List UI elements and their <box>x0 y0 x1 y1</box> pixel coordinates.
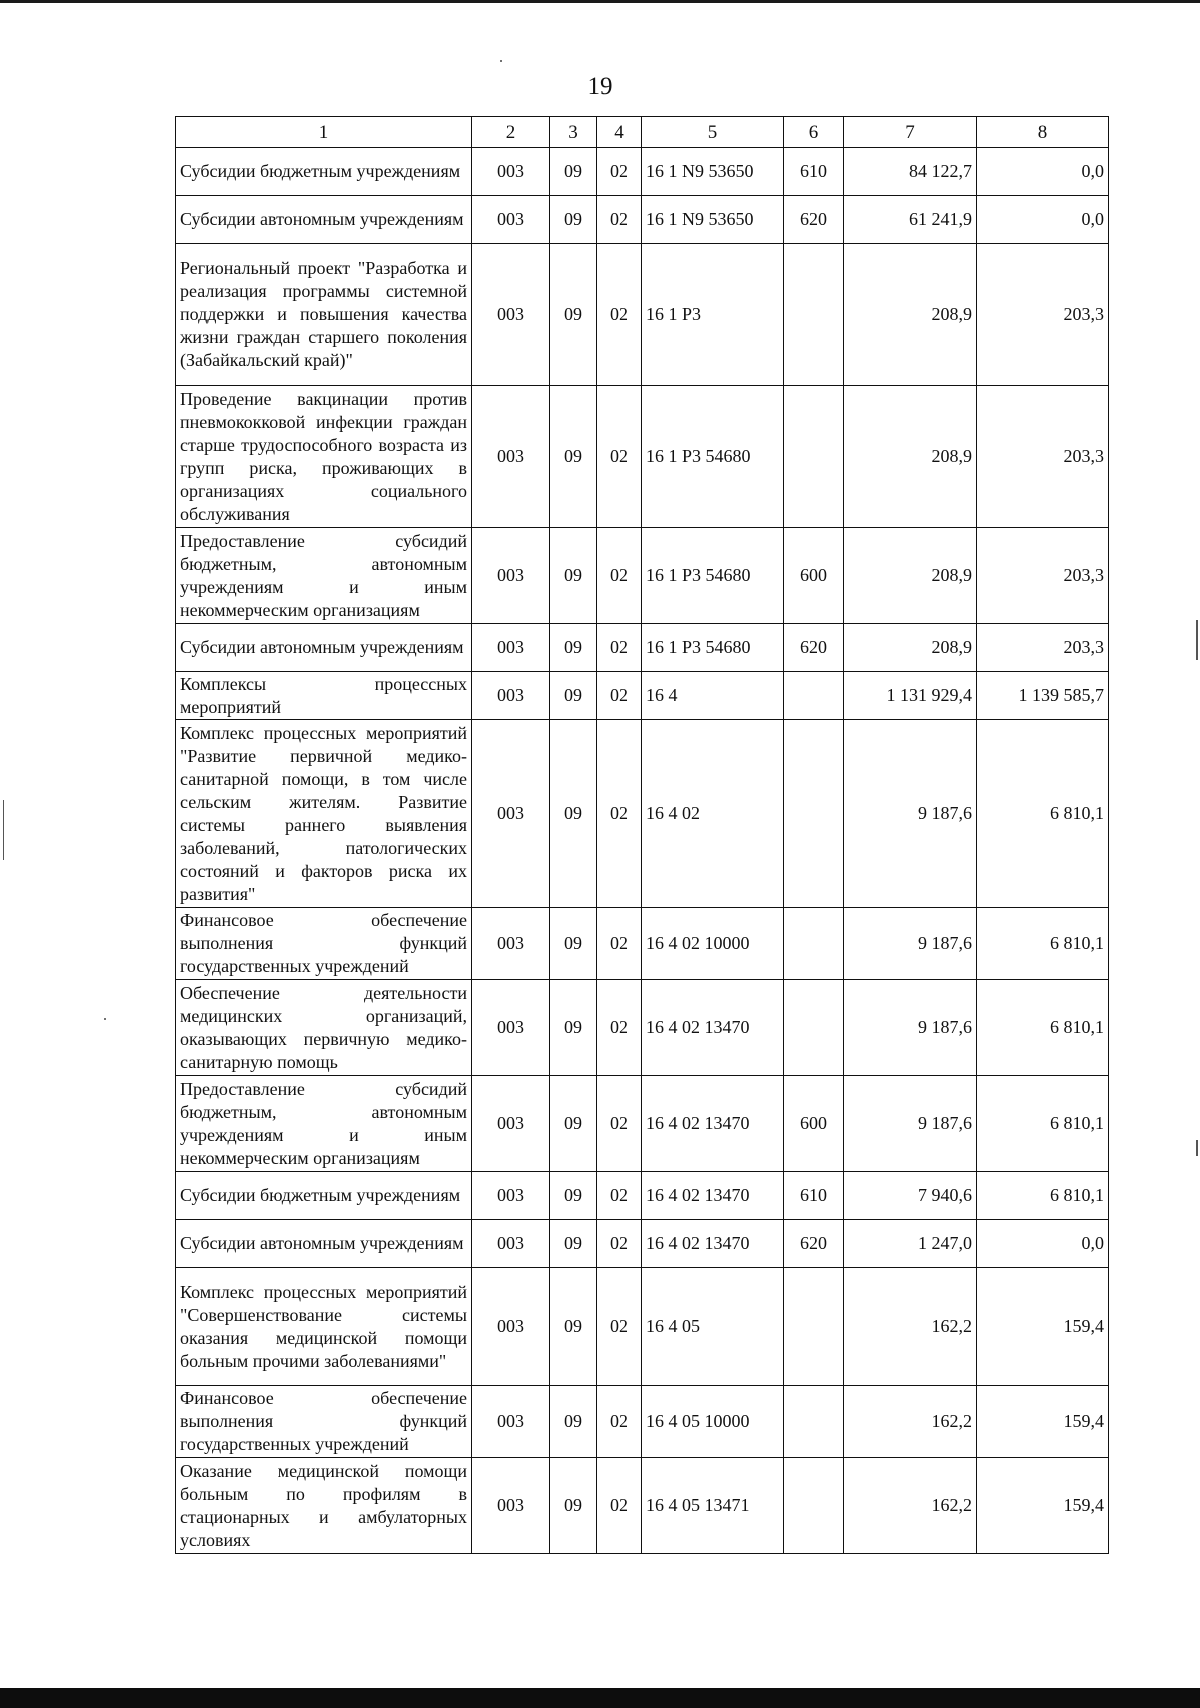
amount-col7: 9 187,6 <box>844 980 977 1076</box>
section-code: 09 <box>550 1458 597 1554</box>
section-code: 09 <box>550 1076 597 1172</box>
ministry-code: 003 <box>472 672 550 720</box>
subsection-code: 02 <box>597 980 642 1076</box>
amount-col8: 0,0 <box>977 196 1109 244</box>
section-code: 09 <box>550 528 597 624</box>
target-article-code: 16 4 05 10000 <box>642 1386 784 1458</box>
ministry-code: 003 <box>472 1386 550 1458</box>
table-row <box>176 528 1109 624</box>
expense-type-code <box>784 1458 844 1554</box>
expense-type-code <box>784 672 844 720</box>
amount-col7: 208,9 <box>844 528 977 624</box>
column-header: 6 <box>784 117 844 148</box>
scan-margin-mark <box>1196 620 1198 660</box>
amount-col7: 9 187,6 <box>844 720 977 908</box>
amount-col8: 6 810,1 <box>977 1076 1109 1172</box>
target-article-code: 16 1 P3 54680 <box>642 528 784 624</box>
row-description: Предоставление субсидий бюджетным, автономным учреждениям и иным некоммерческим организациям <box>176 528 472 624</box>
subsection-code: 02 <box>597 1220 642 1268</box>
amount-col7: 9 187,6 <box>844 908 977 980</box>
target-article-code: 16 4 05 <box>642 1268 784 1386</box>
scan-speck <box>500 60 502 62</box>
amount-col8: 203,3 <box>977 528 1109 624</box>
ministry-code: 003 <box>472 1076 550 1172</box>
subsection-code: 02 <box>597 1386 642 1458</box>
row-description: Финансовое обеспечение выполнения функций государственных учреждений <box>176 908 472 980</box>
table-row <box>176 908 1109 980</box>
amount-col8: 203,3 <box>977 624 1109 672</box>
table-row <box>176 244 1109 386</box>
subsection-code: 02 <box>597 672 642 720</box>
target-article-code: 16 4 02 13470 <box>642 1220 784 1268</box>
section-code: 09 <box>550 672 597 720</box>
row-description: Региональный проект "Разработка и реализация программы системной поддержки и повышения качества жизни граждан старшего поколения (Забайкальский край)" <box>176 244 472 386</box>
section-code: 09 <box>550 624 597 672</box>
amount-col7: 1 247,0 <box>844 1220 977 1268</box>
column-header: 2 <box>472 117 550 148</box>
section-code: 09 <box>550 980 597 1076</box>
row-description: Обеспечение деятельности медицинских организаций, оказывающих первичную медико-санитарную помощь <box>176 980 472 1076</box>
amount-col8: 6 810,1 <box>977 908 1109 980</box>
expense-type-code <box>784 1268 844 1386</box>
table-row <box>176 720 1109 908</box>
column-header: 3 <box>550 117 597 148</box>
target-article-code: 16 4 02 <box>642 720 784 908</box>
ministry-code: 003 <box>472 980 550 1076</box>
expense-type-code: 610 <box>784 148 844 196</box>
row-description: Субсидии автономным учреждениям <box>176 624 472 672</box>
target-article-code: 16 4 05 13471 <box>642 1458 784 1554</box>
ministry-code: 003 <box>472 528 550 624</box>
target-article-code: 16 4 <box>642 672 784 720</box>
amount-col7: 208,9 <box>844 624 977 672</box>
table-row <box>176 386 1109 528</box>
amount-col8: 203,3 <box>977 244 1109 386</box>
subsection-code: 02 <box>597 624 642 672</box>
row-description: Комплексы процессных мероприятий <box>176 672 472 720</box>
ministry-code: 003 <box>472 1458 550 1554</box>
target-article-code: 16 1 N9 53650 <box>642 148 784 196</box>
subsection-code: 02 <box>597 1076 642 1172</box>
table-row <box>176 1172 1109 1220</box>
ministry-code: 003 <box>472 244 550 386</box>
ministry-code: 003 <box>472 148 550 196</box>
target-article-code: 16 1 P3 <box>642 244 784 386</box>
ministry-code: 003 <box>472 624 550 672</box>
section-code: 09 <box>550 196 597 244</box>
column-header: 5 <box>642 117 784 148</box>
target-article-code: 16 4 02 13470 <box>642 1076 784 1172</box>
table-row <box>176 148 1109 196</box>
scan-bottom-edge <box>0 1688 1200 1708</box>
amount-col8: 1 139 585,7 <box>977 672 1109 720</box>
subsection-code: 02 <box>597 720 642 908</box>
ministry-code: 003 <box>472 1172 550 1220</box>
table-row <box>176 1386 1109 1458</box>
row-description: Оказание медицинской помощи больным по профилям в стационарных и амбулаторных условиях <box>176 1458 472 1554</box>
subsection-code: 02 <box>597 244 642 386</box>
ministry-code: 003 <box>472 720 550 908</box>
amount-col7: 7 940,6 <box>844 1172 977 1220</box>
target-article-code: 16 4 02 13470 <box>642 1172 784 1220</box>
subsection-code: 02 <box>597 196 642 244</box>
section-code: 09 <box>550 1220 597 1268</box>
expense-type-code <box>784 386 844 528</box>
amount-col7: 9 187,6 <box>844 1076 977 1172</box>
budget-table <box>175 116 1109 1554</box>
row-description: Комплекс процессных мероприятий "Развитие первичной медико-санитарной помощи, в том числе сельским жителям. Развитие системы раннего выявления заболеваний, патологических состояний и факторов риска их развития" <box>176 720 472 908</box>
section-code: 09 <box>550 244 597 386</box>
row-description: Субсидии бюджетным учреждениям <box>176 1172 472 1220</box>
ministry-code: 003 <box>472 386 550 528</box>
expense-type-code <box>784 908 844 980</box>
expense-type-code: 620 <box>784 196 844 244</box>
amount-col8: 6 810,1 <box>977 980 1109 1076</box>
amount-col8: 0,0 <box>977 1220 1109 1268</box>
section-code: 09 <box>550 908 597 980</box>
subsection-code: 02 <box>597 908 642 980</box>
scan-speck <box>104 1018 106 1020</box>
expense-type-code: 620 <box>784 624 844 672</box>
amount-col7: 208,9 <box>844 244 977 386</box>
target-article-code: 16 4 02 13470 <box>642 980 784 1076</box>
subsection-code: 02 <box>597 148 642 196</box>
amount-col8: 203,3 <box>977 386 1109 528</box>
row-description: Финансовое обеспечение выполнения функций государственных учреждений <box>176 1386 472 1458</box>
amount-col8: 0,0 <box>977 148 1109 196</box>
subsection-code: 02 <box>597 1458 642 1554</box>
target-article-code: 16 1 P3 54680 <box>642 386 784 528</box>
row-description: Предоставление субсидий бюджетным, автономным учреждениям и иным некоммерческим организациям <box>176 1076 472 1172</box>
expense-type-code <box>784 980 844 1076</box>
row-description: Субсидии автономным учреждениям <box>176 196 472 244</box>
scan-margin-mark <box>1196 1140 1198 1156</box>
section-code: 09 <box>550 148 597 196</box>
target-article-code: 16 1 P3 54680 <box>642 624 784 672</box>
table-row <box>176 196 1109 244</box>
section-code: 09 <box>550 1172 597 1220</box>
section-code: 09 <box>550 720 597 908</box>
expense-type-code <box>784 1386 844 1458</box>
subsection-code: 02 <box>597 1268 642 1386</box>
amount-col8: 159,4 <box>977 1386 1109 1458</box>
section-code: 09 <box>550 1386 597 1458</box>
amount-col8: 6 810,1 <box>977 720 1109 908</box>
column-header: 7 <box>844 117 977 148</box>
table-row <box>176 1458 1109 1554</box>
section-code: 09 <box>550 386 597 528</box>
expense-type-code: 600 <box>784 528 844 624</box>
column-header: 4 <box>597 117 642 148</box>
ministry-code: 003 <box>472 196 550 244</box>
amount-col7: 61 241,9 <box>844 196 977 244</box>
target-article-code: 16 4 02 10000 <box>642 908 784 980</box>
table-row <box>176 1076 1109 1172</box>
column-header: 1 <box>176 117 472 148</box>
amount-col7: 208,9 <box>844 386 977 528</box>
expense-type-code: 610 <box>784 1172 844 1220</box>
table-row <box>176 672 1109 720</box>
row-description: Субсидии автономным учреждениям <box>176 1220 472 1268</box>
row-description: Комплекс процессных мероприятий "Совершенствование системы оказания медицинской помощи больным прочими заболеваниями" <box>176 1268 472 1386</box>
table-row <box>176 1268 1109 1386</box>
subsection-code: 02 <box>597 528 642 624</box>
expense-type-code: 600 <box>784 1076 844 1172</box>
amount-col8: 159,4 <box>977 1268 1109 1386</box>
expense-type-code <box>784 720 844 908</box>
amount-col7: 1 131 929,4 <box>844 672 977 720</box>
amount-col8: 159,4 <box>977 1458 1109 1554</box>
amount-col7: 162,2 <box>844 1458 977 1554</box>
ministry-code: 003 <box>472 908 550 980</box>
ministry-code: 003 <box>472 1268 550 1386</box>
table-row <box>176 624 1109 672</box>
target-article-code: 16 1 N9 53650 <box>642 196 784 244</box>
ministry-code: 003 <box>472 1220 550 1268</box>
amount-col7: 162,2 <box>844 1386 977 1458</box>
scan-top-edge <box>0 0 1200 3</box>
expense-type-code: 620 <box>784 1220 844 1268</box>
header-row <box>176 117 1109 148</box>
subsection-code: 02 <box>597 1172 642 1220</box>
table-row <box>176 1220 1109 1268</box>
row-description: Субсидии бюджетным учреждениям <box>176 148 472 196</box>
expense-type-code <box>784 244 844 386</box>
scan-margin-mark <box>3 800 4 860</box>
page-number: 19 <box>587 73 613 100</box>
row-description: Проведение вакцинации против пневмококковой инфекции граждан старше трудоспособного возраста из групп риска, проживающих в организациях социального обслуживания <box>176 386 472 528</box>
amount-col7: 162,2 <box>844 1268 977 1386</box>
column-header: 8 <box>977 117 1109 148</box>
section-code: 09 <box>550 1268 597 1386</box>
subsection-code: 02 <box>597 386 642 528</box>
table-row <box>176 980 1109 1076</box>
amount-col7: 84 122,7 <box>844 148 977 196</box>
amount-col8: 6 810,1 <box>977 1172 1109 1220</box>
